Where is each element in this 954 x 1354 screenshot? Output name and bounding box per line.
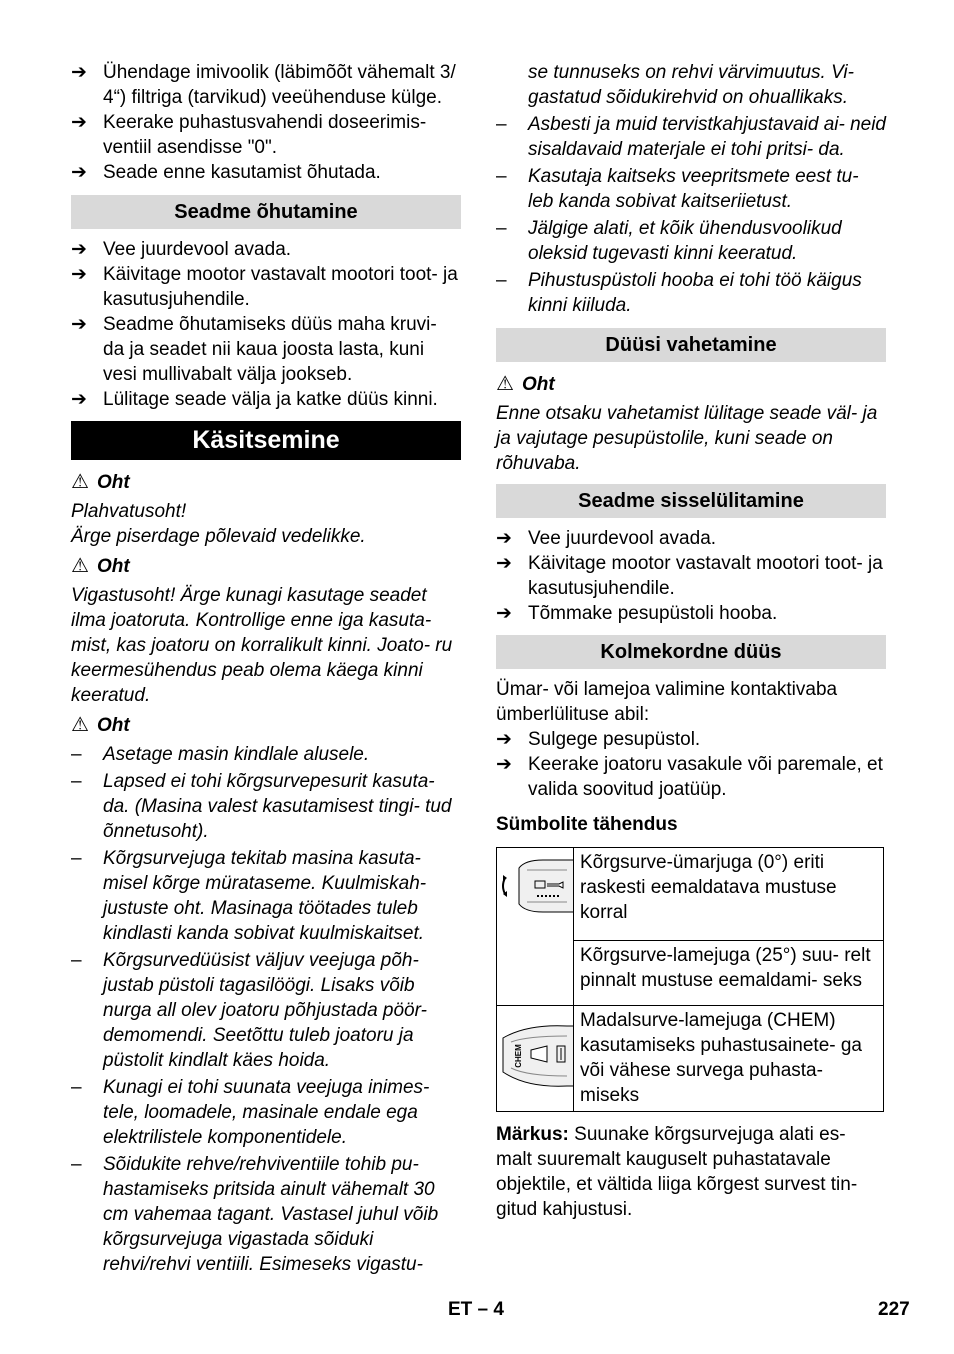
list-item: – Kasutaja kaitseks veepritsmete eest tu- leb kanda sobivat kaitseriietust. xyxy=(496,166,859,212)
section-heading: Kolmekordne düüs xyxy=(496,635,886,669)
footer-section-label: ET – 4 xyxy=(448,1299,504,1320)
list-item: ➔ Keerake joatoru vasakule või paremale, et valida soovitud joatüüp. xyxy=(496,754,883,800)
table-row xyxy=(497,848,884,941)
warning-text: Enne otsaku vahetamist lülitage seade väl- ja ja vajutage pesupüstolile, kuni seade on rõhuvaba. xyxy=(496,403,878,474)
list-item: – Asetage masin kindlale alusele. xyxy=(71,744,370,765)
section-heading: Seadme õhutamine xyxy=(71,195,461,229)
section-list xyxy=(496,727,886,802)
arrow-icon: ➔ xyxy=(496,729,512,750)
arrow-icon: ➔ xyxy=(496,754,512,775)
warning-text: Vigastusoht! Ärge kunagi kasutage seadet ilma joatoruta. Kontrollige enne iga kasuta- mist, kas joatoru on korralikult kinni. Joato- ru keermesühendus peab olema käega kinni keeratud. xyxy=(71,585,453,706)
warning-heading: ⚠ Oht xyxy=(71,714,130,736)
list-item: ➔ Keerake puhastusvahendi doseerimis- ventiil asendisse "0". xyxy=(71,112,427,158)
intro-list xyxy=(71,60,461,185)
list-item: – Lapsed ei tohi kõrgsurvepesurit kasuta- da. (Masina valest kasutamisest tingi- tud õnnetusoht). xyxy=(71,771,452,842)
list-item: ➔ Lülitage seade välja ja katke düüs kinni. xyxy=(71,389,438,410)
list-item: ➔ Vee juurdevool avada. xyxy=(496,528,717,549)
warning-text: Plahvatusoht! Ärge piserdage põlevaid vedelikke. xyxy=(71,501,366,547)
arrow-icon: ➔ xyxy=(496,553,512,574)
table-row xyxy=(497,1006,884,1112)
symbols-heading: Sümbolite tähendus xyxy=(496,814,678,835)
page-number: 227 xyxy=(878,1299,910,1320)
chapter-title: Käsitsemine xyxy=(71,421,461,460)
list-item: ➔ Käivitage mootor vastavalt mootori toot- ja kasutusjuhendile. xyxy=(496,553,883,599)
nozzle-rotate-icon xyxy=(497,848,574,1006)
list-item: ➔ Seadme õhutamiseks düüs maha kruvi- da ja seadet nii kaua joosta lasta, kuni vesi mullivabalt välja jookseb. xyxy=(71,314,437,385)
list-item: ➔ Ühendage imivoolik (läbimõõt vähemalt 3/ 4“) filtriga (tarvikud) veeühenduse külge. xyxy=(71,62,456,108)
right-column xyxy=(496,60,886,1222)
list-item: – Kunagi ei tohi suunata veejuga inimes- tele, loomadele, masinale endale ega elektrilistele komponentidele. xyxy=(71,1077,430,1148)
left-column xyxy=(71,60,461,1279)
arrow-icon: ➔ xyxy=(496,528,512,549)
arrow-icon: ➔ xyxy=(71,62,87,83)
list-item: ➔ Sulgege pesupüstol. xyxy=(496,729,701,750)
list-item: – Asbesti ja muid tervistkahjustavaid ai- neid sisaldavaid materjale ei tohi pritsi- da. xyxy=(496,114,887,160)
section-heading: Seadme sisselülitamine xyxy=(496,484,886,518)
warning-heading: ⚠ Oht xyxy=(496,373,555,395)
continued-text: se tunnuseks on rehvi värvimuutus. Vi- gastatud sõidukirehvid on ohuallikaks. xyxy=(528,62,854,108)
warning-triangle-icon: ⚠ xyxy=(71,471,89,493)
symbols-table xyxy=(496,847,884,1112)
warning-triangle-icon: ⚠ xyxy=(71,714,89,736)
section-heading: Düüsi vahetamine xyxy=(496,328,886,362)
warning-triangle-icon: ⚠ xyxy=(496,373,514,395)
list-item: – Kõrgsurvedüüsist väljuv veejuga põh- justab püstoli tagasilöögi. Lisaks võib nurga all olev joatoru põhjustada pöör- demomendi. Seetõttu tuleb joatoru ja püstolit kindlalt käes hoida. xyxy=(71,950,427,1071)
warning-list xyxy=(496,112,886,318)
warning-heading: ⚠ Oht xyxy=(71,471,130,493)
section-list xyxy=(71,237,461,412)
list-item: – Jälgige alati, et kõik ühendusvoolikud oleksid tugevasti kinni keeratud. xyxy=(496,218,842,264)
arrow-icon: ➔ xyxy=(71,162,87,183)
list-item: ➔ Seade enne kasutamist õhutada. xyxy=(71,162,381,183)
section-list xyxy=(496,526,886,626)
arrow-icon: ➔ xyxy=(71,389,87,410)
list-item: – Kõrgsurvejuga tekitab masina kasuta- misel kõrge mürataseme. Kuulmiskah- justuste oht. Masinaga töötades tuleb kindlasti kanda sobivat kuulmiskaitset. xyxy=(71,848,427,944)
table-cell: Kõrgsurve-ümarjuga (0°) eriti raskesti eemaldatava mustuse korral xyxy=(574,848,884,941)
note-label: Märkus: xyxy=(496,1124,569,1145)
list-item: – Pihustuspüstoli hooba ei tohi töö käigus kinni kiiluda. xyxy=(496,270,862,316)
warning-heading: ⚠ Oht xyxy=(71,555,130,577)
list-item: ➔ Käivitage mootor vastavalt mootori toot- ja kasutusjuhendile. xyxy=(71,264,458,310)
warning-triangle-icon: ⚠ xyxy=(71,555,89,577)
nozzle-chem-icon xyxy=(497,1006,574,1112)
arrow-icon: ➔ xyxy=(71,112,87,133)
warning-list xyxy=(71,742,461,1277)
arrow-icon: ➔ xyxy=(71,239,87,260)
note xyxy=(496,1122,886,1222)
list-item: ➔ Vee juurdevool avada. xyxy=(71,239,292,260)
list-item: ➔ Tõmmake pesupüstoli hooba. xyxy=(496,603,778,624)
chem-label: CHEM xyxy=(514,1044,523,1068)
nozzle-intro: Ümar- või lamejoa valimine kontaktivaba ümberlülituse abil: xyxy=(496,679,838,725)
list-item: – Sõidukite rehve/rehviventiile tohib pu- hastamiseks pritsida ainult vähemalt 30 cm vahemaa tagant. Vastasel juhul võib kõrgsurvejuga vigastada sõiduki rehvi/rehvi ventiili. Esimeseks vigastu- xyxy=(71,1154,439,1275)
table-cell: Madalsurve-lamejuga (CHEM) kasutamiseks puhastusainete- ga või vähese survega puhasta- miseks xyxy=(574,1006,884,1112)
arrow-icon: ➔ xyxy=(71,264,87,285)
note-text: Suunake kõrgsurvejuga alati es- malt suuremalt kauguselt puhastatavale objektile, et vältida liiga kõrgest survest tin- gitud kahjustusi. xyxy=(496,1124,858,1220)
table-cell: Kõrgsurve-lamejuga (25°) suu- relt pinnalt mustuse eemaldami- seks xyxy=(574,941,884,1006)
arrow-icon: ➔ xyxy=(71,314,87,335)
arrow-icon: ➔ xyxy=(496,603,512,624)
